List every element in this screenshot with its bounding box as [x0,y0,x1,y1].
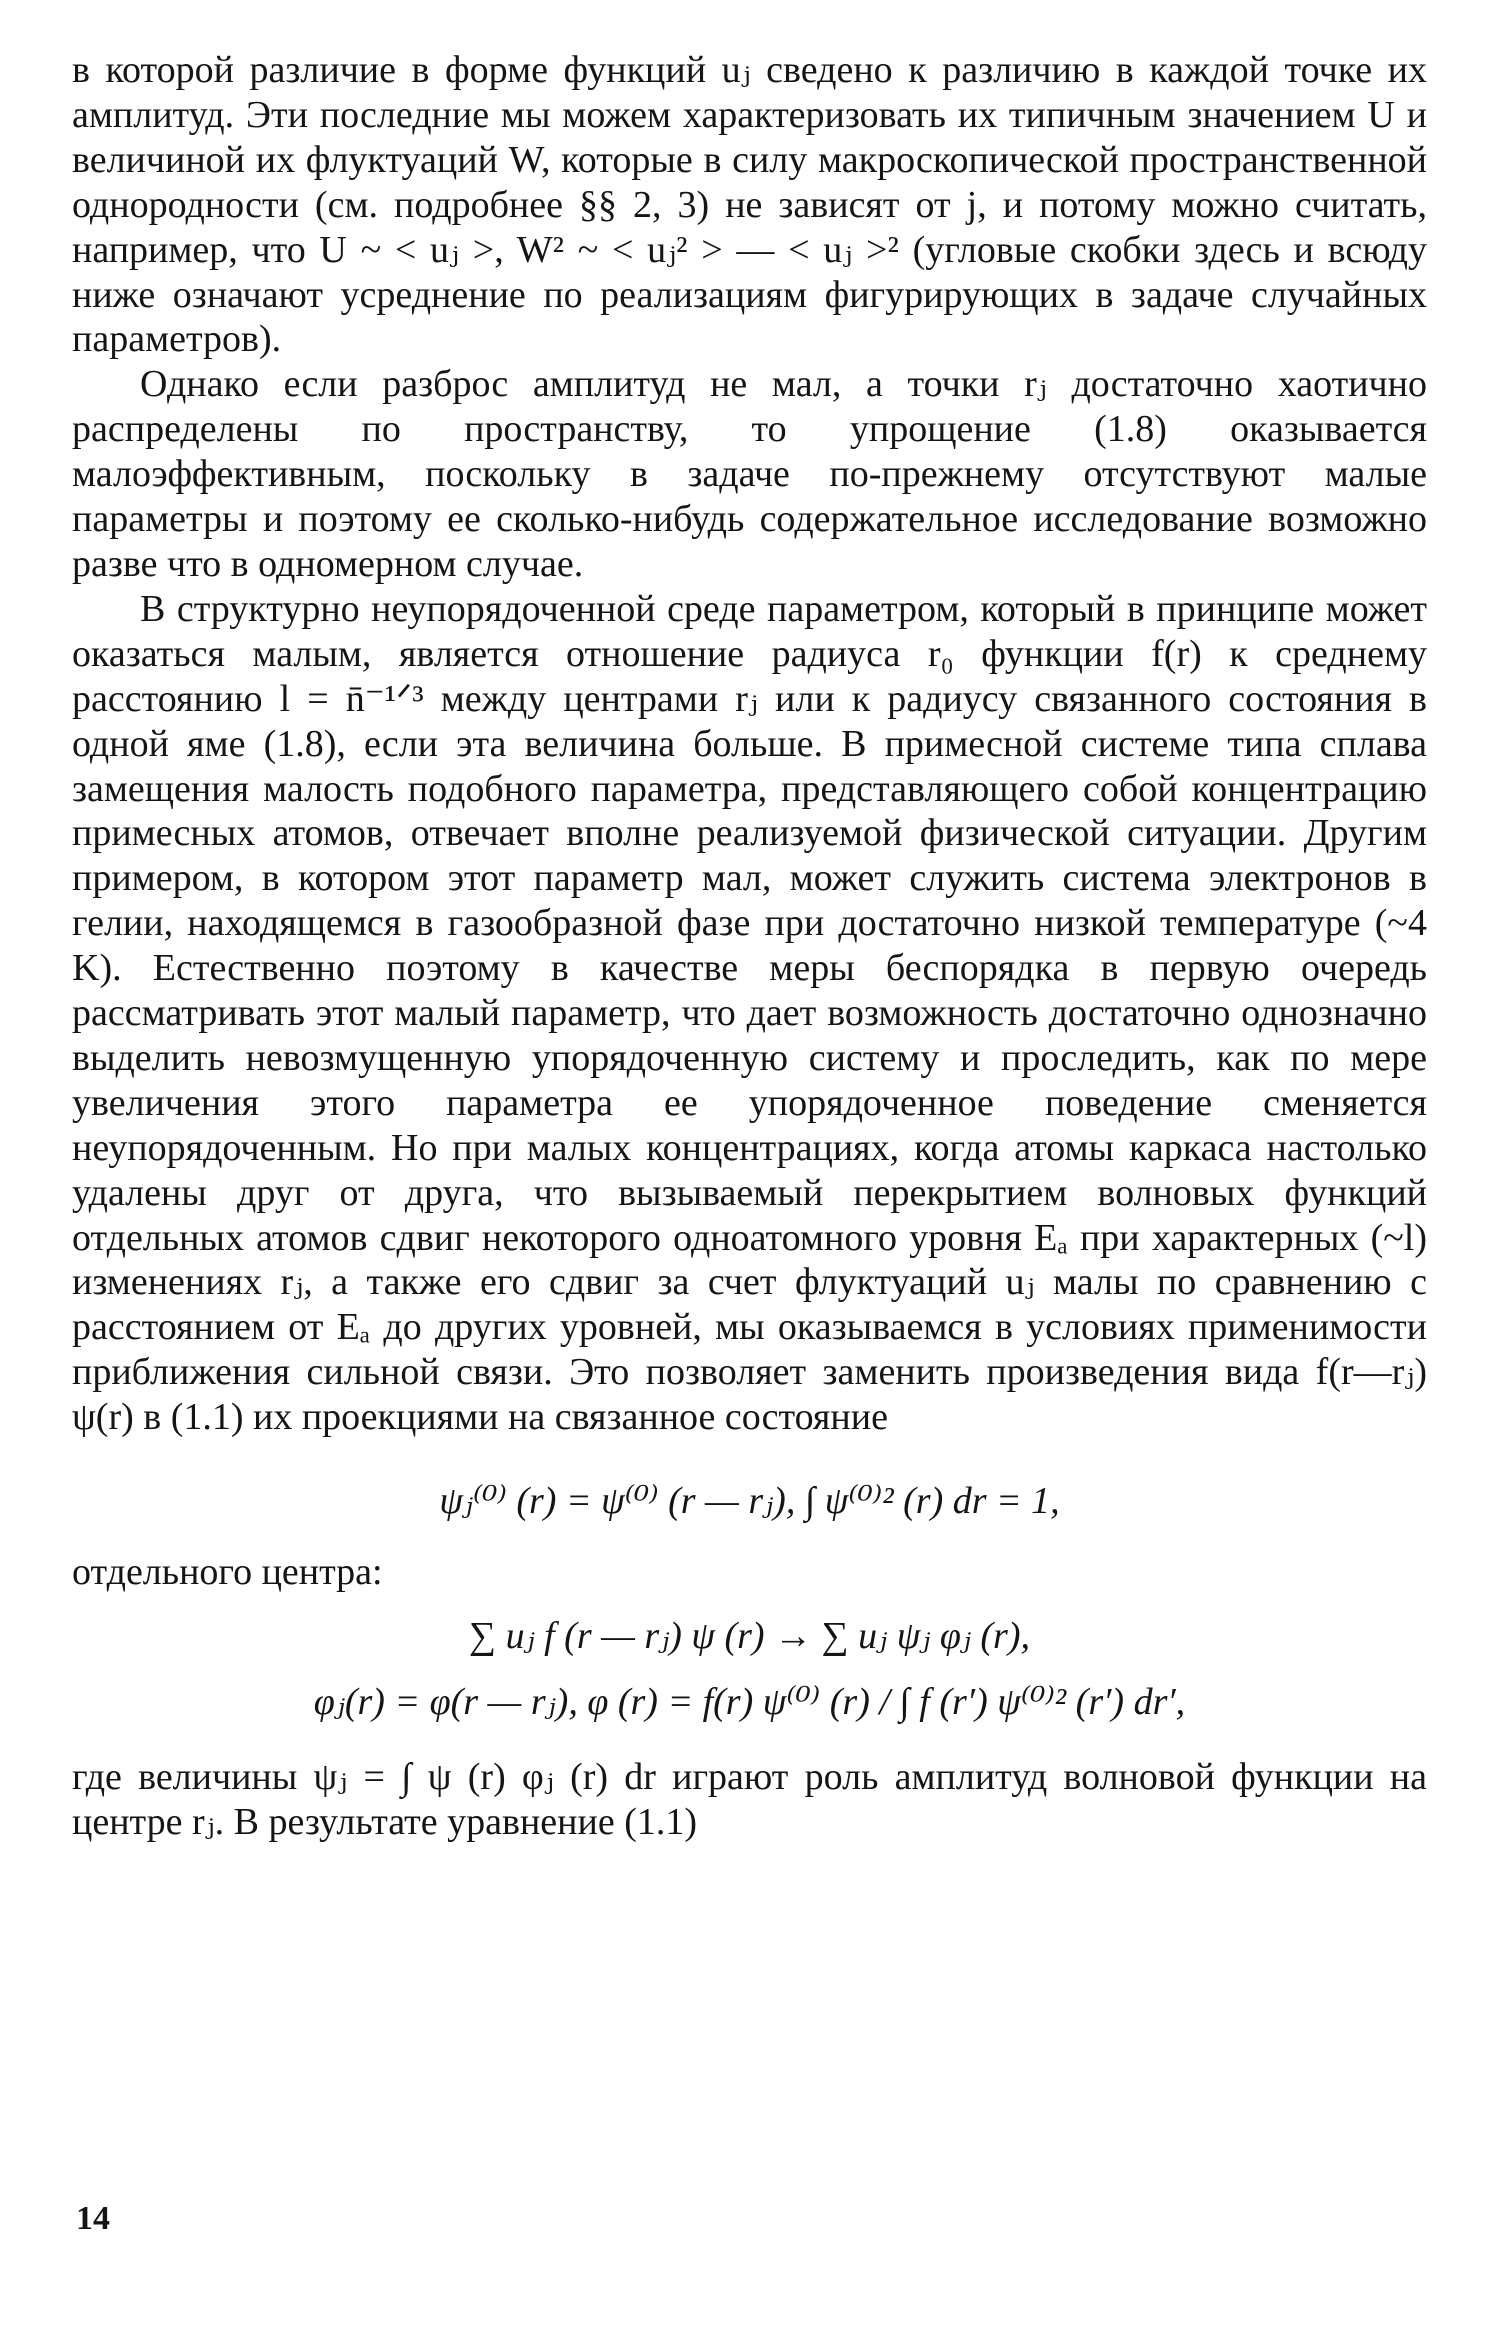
page-body [72,48,1427,1845]
equation-phi-definition: φⱼ(r) = φ(r — rⱼ), φ (r) = f(r) ψ⁽⁰⁾ (r) / ∫ f (r′) ψ⁽⁰⁾² (r′) dr′, [313,1681,1186,1723]
paragraph-2: Однако если разброс амплитуд не мал, а точки rⱼ достаточно хаотично распределены по пространству, то упрощение (1.8) оказывается малоэффективным, поскольку в задаче по-прежнему отсутствуют малые параметры и поэтому ее сколько-нибудь содержательное исследование возможно разве что в одномерном случае. [72,363,1427,585]
equation-projection-sum: ∑ uⱼ f (r — rⱼ) ψ (r) → ∑ uⱼ ψⱼ φⱼ (r), [468,1615,1031,1657]
paragraph-3: В структурно неупорядоченной среде параметром, который в принципе может оказаться малым, является отношение радиуса r₀ функции f(r) к среднему расстоянию l = n̄⁻¹ᐟ³ между центрами rⱼ или к радиусу связанного состояния в одной яме (1.8), если эта величина больше. В примесной системе типа сплава замещения малость подобного параметра, представляющего собой концентрацию примесных атомов, отвечает вполне реализуемой физической ситуации. Другим примером, в котором этот параметр мал, может служить система электронов в гелии, находящемся в газообразной фазе при достаточно низкой температуре (~4 K). Естественно поэтому в качестве меры беспорядка в первую очередь рассматривать этот малый параметр, что дает возможность достаточно однозначно выделить невозмущенную упорядоченную систему и проследить, как по мере увеличения этого параметра ее упорядоченное поведение сменяется неупорядоченным. Но при малых концентрациях, когда атомы каркаса настолько удалены друг от друга, что вызываемый перекрытием волновых функций отдельных атомов сдвиг некоторого одноатомного уровня Eₐ при характерных (~l) изменениях rⱼ, а также его сдвиг за счет флуктуаций uⱼ малы по сравнению с расстоянием от Eₐ до других уровней, мы оказываемся в условиях применимости приближения сильной связи. Это позволяет заменить произведения вида f(r—rⱼ) ψ(r) в (1.1) их проекциями на связанное состояние [72,587,1427,1439]
equation-normalization: ψⱼ⁽⁰⁾ (r) = ψ⁽⁰⁾ (r — rⱼ), ∫ ψ⁽⁰⁾² (r) dr = 1, [439,1480,1060,1523]
equation-lead-in: отдельного центра: [72,1551,383,1594]
closing-paragraph: где величины ψⱼ = ∫ ψ (r) φⱼ (r) dr играют роль амплитуд волновой функции на центре rⱼ. В результате уравнение (1.1) [72,1756,1427,1843]
paragraph-1: в которой различие в форме функций uⱼ сведено к различию в каждой точке их амплитуд. Эти последние мы можем характеризовать их типичным значением U и величиной их флуктуаций W, которые в силу макроскопической пространственной однородности (см. подробнее §§ 2, 3) не зависят от j, и потому можно считать, например, что U ~ < uⱼ >, W² ~ < uⱼ² > — < uⱼ >² (угловые скобки здесь и всюду ниже означают усреднение по реализациям фигурирующих в задаче случайных параметров). [72,49,1427,361]
page-number: 14 [76,2200,110,2237]
